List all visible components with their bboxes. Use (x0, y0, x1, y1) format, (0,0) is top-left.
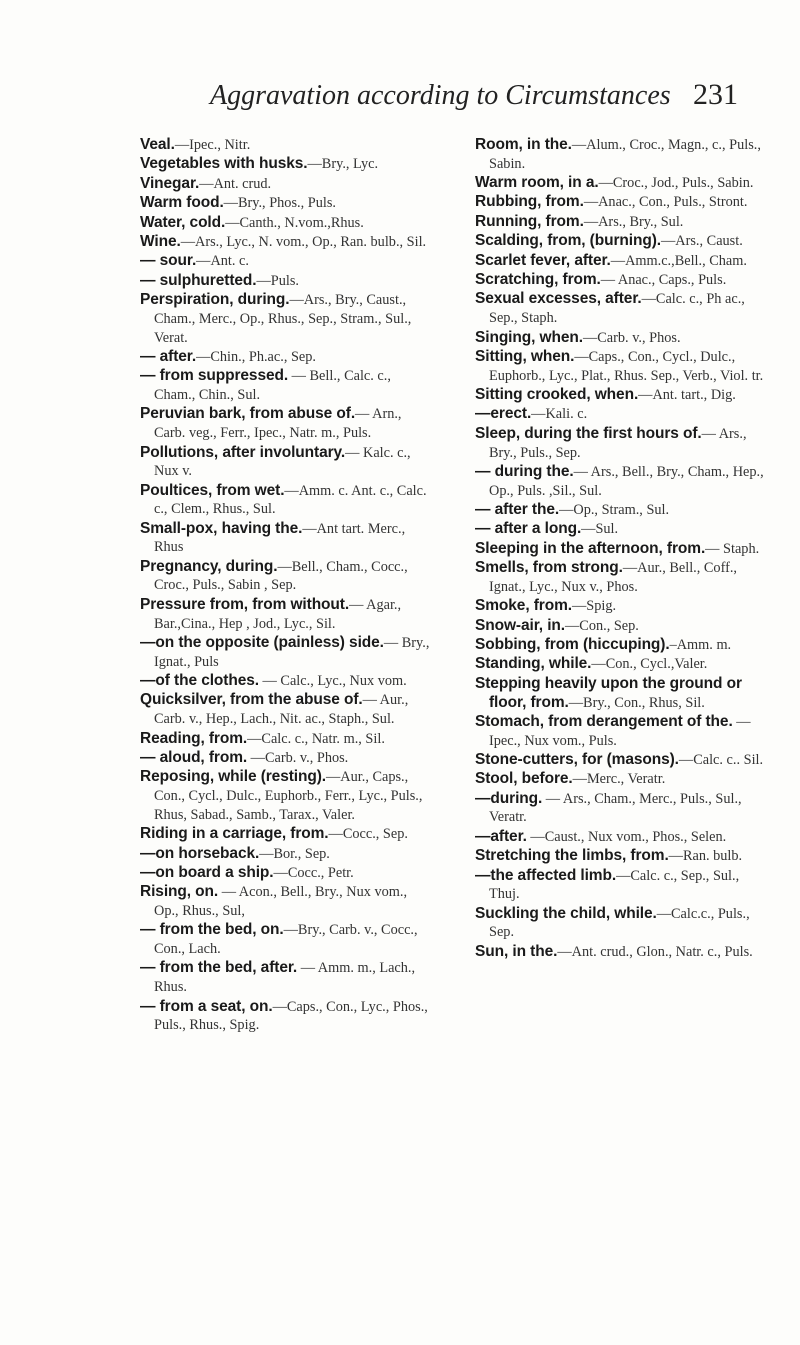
entry-remedies: —Aur., Bell., Coff., Ignat., Lyc., Nux v., Phos. (489, 560, 737, 595)
entry-term: —the affected limb. (475, 866, 617, 884)
entry-term: —after. (475, 827, 527, 845)
entry-remedies: —Caps., Con., Cycl., Dulc., Euphorb., Lyc., Plat., Rhus. Sep., Verb., Viol. tr. (489, 348, 764, 384)
entry-term: Running, from. (475, 212, 584, 230)
index-entry (140, 921, 430, 958)
entry-term: Pollutions, after involuntary. (140, 443, 346, 461)
index-entry (140, 233, 430, 252)
index-entry (140, 825, 430, 844)
entry-term: Rubbing, from. (475, 193, 584, 211)
page-number: 231 (693, 78, 738, 111)
entry-remedies: —Cocc., Petr. (273, 864, 354, 881)
entry-remedies: — Ars., Bell., Bry., Cham., Hep., Op., Puls. ,Sil., Sul. (489, 463, 764, 499)
entry-remedies: —Bry., Phos., Puls. (223, 195, 336, 212)
index-entry (475, 867, 765, 904)
index-entry (475, 520, 765, 539)
index-entry (475, 405, 765, 424)
entry-term: Vinegar. (140, 174, 200, 192)
running-title: Aggravation according to Circumstances (210, 80, 671, 111)
index-entry (140, 348, 430, 367)
index-entry (140, 175, 430, 194)
index-entry (475, 213, 765, 232)
entry-term: Pregnancy, during. (140, 557, 278, 575)
entry-term: Pressure from, from without. (140, 595, 350, 613)
entry-term: Small-pox, having the. (140, 519, 303, 537)
entry-remedies: — Aur., Carb. v., Hep., Lach., Nit. ac., Staph., Sul. (154, 692, 409, 728)
entry-remedies: —Bor., Sep. (259, 845, 330, 862)
index-entry (475, 675, 765, 712)
entry-term: — from the bed, after. (140, 959, 298, 977)
entry-remedies: —Carb. v., Phos. (247, 749, 349, 766)
entry-remedies: —Ars., Bry., Sul. (583, 213, 684, 230)
entry-term: — from the bed, on. (140, 921, 284, 939)
entry-term: Veal. (140, 136, 175, 153)
index-entry (140, 291, 430, 347)
index-entry (475, 597, 765, 616)
entry-remedies: —Calc. c., Ph ac., Sep., Staph. (489, 291, 745, 327)
entry-term: Rising, on. (140, 883, 219, 901)
index-entry (140, 136, 430, 155)
entry-remedies: — Anac., Caps., Puls. (600, 272, 727, 289)
index-entry (475, 348, 765, 385)
entry-term: Sitting crooked, when. (475, 386, 639, 404)
entry-term: Warm food. (140, 194, 224, 212)
entry-term: Standing, while. (475, 655, 592, 673)
entry-term: Sobbing, from (hiccuping). (475, 636, 670, 654)
entry-term: Sleeping in the afternoon, from. (475, 539, 706, 557)
entry-term: Stomach, from derangement of the. (475, 712, 733, 730)
entry-remedies: —Croc., Jod., Puls., Sabin. (598, 175, 754, 192)
index-entry (475, 290, 765, 327)
entry-term: Stepping heavily upon the ground or floor, from. (475, 674, 742, 711)
entry-remedies: —Calc. c.. Sil. (678, 752, 764, 768)
index-entry (140, 845, 430, 864)
index-entry (140, 959, 430, 996)
entry-remedies: —Kali. c. (531, 406, 588, 423)
index-entry (475, 271, 765, 290)
index-entry (475, 713, 765, 750)
index-entry (475, 232, 765, 251)
entry-term: Poultices, from wet. (140, 481, 285, 499)
entry-remedies: — Kalc. c., Nux v. (154, 444, 411, 480)
entry-term: Stone-cutters, for (masons). (475, 751, 679, 768)
entry-remedies: —Calc. c., Sep., Sul., Thuj. (489, 867, 740, 903)
index-entry (140, 883, 430, 920)
entry-term: Peruvian bark, from abuse of. (140, 405, 356, 423)
entry-term: Water, cold. (140, 213, 226, 231)
entry-remedies: —Con., Cycl.,Valer. (591, 656, 708, 673)
index-entry (475, 193, 765, 212)
entry-remedies: — Arn., Carb. veg., Ferr., Ipec., Natr. m., Puls. (154, 406, 402, 442)
entry-term: Wine. (140, 232, 181, 250)
page-header (140, 78, 740, 118)
entry-remedies: —Merc., Veratr. (572, 771, 666, 788)
entry-remedies: —Spig. (572, 598, 617, 615)
entry-remedies: —Cocc., Sep. (328, 826, 408, 843)
entry-remedies: —Alum., Croc., Magn., c., Puls., Sabin. (489, 137, 761, 172)
entry-term: Perspiration, during. (140, 291, 290, 309)
index-entry (140, 749, 430, 768)
entry-remedies: —Ran. bulb. (668, 848, 743, 865)
entry-term: — from a seat, on. (140, 997, 273, 1015)
entry-remedies: —Ars., Lyc., N. vom., Op., Ran. bulb., Sil. (180, 233, 427, 250)
entry-term: Sitting, when. (475, 347, 575, 365)
entry-term: — sour. (140, 252, 197, 270)
entry-term: Scratching, from. (475, 271, 601, 289)
entry-remedies: — Ars., Bry., Puls., Sep. (489, 425, 747, 461)
entry-remedies: —Ant. crud., Glon., Natr. c., Puls. (557, 943, 753, 960)
entry-term: Snow-air, in. (475, 616, 565, 634)
index-entry (140, 194, 430, 213)
index-entry (475, 905, 765, 942)
entry-remedies: —Ars., Caust. (660, 233, 743, 250)
entry-term: —on the opposite (painless) side. (140, 633, 384, 651)
entry-remedies: —Chin., Ph.ac., Sep. (196, 348, 316, 365)
entry-term: Warm room, in a. (475, 174, 599, 192)
index-entry (140, 482, 430, 519)
index-entry (475, 751, 765, 770)
entry-term: — sulphuretted. (140, 271, 257, 289)
index-entry (140, 998, 430, 1035)
entry-term: Singing, when. (475, 328, 583, 346)
entry-remedies: —Ipec., Nitr. (174, 137, 251, 153)
left-column (140, 136, 430, 1036)
entry-remedies: — Amm. m., Lach., Rhus. (154, 960, 416, 996)
index-entry (140, 634, 430, 671)
index-entry (475, 655, 765, 674)
index-entry (475, 540, 765, 559)
index-entry (140, 405, 430, 442)
index-entry (475, 463, 765, 500)
entry-term: —on board a ship. (140, 863, 274, 881)
entry-remedies: —Caps., Con., Lyc., Phos., Puls., Rhus., Spig. (154, 998, 428, 1034)
entry-remedies: —Ant. crud. (199, 175, 272, 192)
index-entry (140, 596, 430, 633)
entry-term: Sexual excesses, after. (475, 290, 642, 308)
entry-remedies: —Amm.c.,Bell., Cham. (610, 252, 747, 269)
index-entry (140, 252, 430, 271)
entry-term: — from suppressed. (140, 367, 289, 385)
entry-remedies: —Calc.c., Puls., Sep. (489, 905, 750, 941)
index-entry (140, 864, 430, 883)
right-column (475, 136, 765, 962)
entry-remedies: —Amm. c. Ant. c., Calc. c., Clem., Rhus., Sul. (154, 482, 427, 518)
entry-remedies: —Ant. c. (196, 253, 249, 270)
index-entry (475, 501, 765, 520)
entry-term: —during. (475, 789, 543, 807)
entry-term: —of the clothes. (140, 672, 259, 690)
entry-term: —on horseback. (140, 844, 260, 862)
index-entry (140, 367, 430, 404)
entry-remedies: —Con., Sep. (565, 617, 639, 634)
entry-remedies: —Op., Stram., Sul. (559, 501, 670, 518)
entry-remedies: —Ant tart. Merc., Rhus (154, 520, 406, 556)
index-entry (140, 444, 430, 481)
entry-remedies: — Ars., Cham., Merc., Puls., Sul., Veratr. (489, 790, 742, 826)
entry-remedies: —Carb. v., Phos. (582, 329, 681, 346)
entry-term: Quicksilver, from the abuse of. (140, 691, 363, 709)
entry-term: — during the. (475, 462, 574, 480)
index-entry (140, 272, 430, 291)
index-entry (140, 558, 430, 595)
index-entry (475, 174, 765, 193)
entry-remedies: —Bry., Lyc. (307, 156, 379, 173)
entry-remedies: —Ars., Bry., Caust., Cham., Merc., Op., Rhus., Sep., Stram., Sul., Verat. (154, 292, 412, 346)
index-entry (475, 559, 765, 596)
index-entry (140, 520, 430, 557)
entry-remedies: — Staph. (705, 540, 760, 557)
index-entry (140, 214, 430, 233)
entry-remedies: –Amm. m. (669, 637, 732, 654)
entry-term: — after the. (475, 500, 560, 518)
index-entry (475, 386, 765, 405)
index-entry (140, 672, 430, 691)
index-entry (475, 847, 765, 866)
entry-term: Room, in the. (475, 136, 572, 153)
index-entry (475, 790, 765, 827)
index-entry (475, 828, 765, 847)
entry-remedies: —Calc. c., Natr. m., Sil. (247, 730, 385, 747)
entry-remedies: — Agar., Bar.,Cina., Hep , Jod., Lyc., Sil. (154, 596, 402, 632)
entry-remedies: —Bry., Carb. v., Cocc., Con., Lach. (154, 922, 418, 958)
entry-remedies: —Caust., Nux vom., Phos., Selen. (526, 828, 727, 845)
entry-remedies: —Puls. (256, 272, 299, 289)
entry-remedies: — Acon., Bell., Bry., Nux vom., Op., Rhus., Sul, (154, 884, 408, 919)
entry-term: Sleep, during the first hours of. (475, 424, 702, 442)
entry-term: Reading, from. (140, 729, 248, 747)
entry-remedies: —Anac., Con., Puls., Stront. (583, 194, 748, 211)
entry-term: Stretching the limbs, from. (475, 847, 669, 865)
index-entry (140, 155, 430, 174)
entry-term: Riding in a carriage, from. (140, 825, 329, 843)
entry-term: Sun, in the. (475, 942, 558, 960)
index-entry (475, 252, 765, 271)
index-entry (140, 691, 430, 728)
index-entry (475, 329, 765, 348)
index-entry (475, 425, 765, 462)
entry-remedies: —Bry., Con., Rhus, Sil. (568, 694, 705, 711)
entry-term: —erect. (475, 405, 532, 423)
entry-remedies: —Ant. tart., Dig. (638, 387, 736, 404)
entry-term: Suckling the child, while. (475, 904, 657, 922)
entry-term: Smoke, from. (475, 597, 572, 615)
entry-term: — after. (140, 347, 197, 365)
entry-term: Smells, from strong. (475, 559, 623, 577)
entry-term: Scarlet fever, after. (475, 251, 611, 269)
entry-remedies: —Canth., N.vom.,Rhus. (225, 214, 364, 231)
entry-term: Scalding, from, (burning). (475, 232, 661, 250)
index-entry (475, 136, 765, 173)
index-entry (475, 617, 765, 636)
entry-remedies: —Aur., Caps., Con., Cycl., Dulc., Euphorb., Ferr., Lyc., Puls., Rhus, Sabad., Samb., Tarax., Valer. (154, 769, 423, 823)
entry-remedies: — Bry., Ignat., Puls (154, 634, 430, 670)
index-entry (475, 943, 765, 962)
index-entry (140, 768, 430, 824)
entry-term: Reposing, while (resting). (140, 768, 326, 786)
entry-remedies: — Calc., Lyc., Nux vom. (258, 673, 407, 690)
entry-remedies: —Bell., Cham., Cocc., Croc., Puls., Sabin , Sep. (154, 558, 408, 594)
entry-remedies: —Sul. (581, 521, 619, 538)
index-entry (475, 636, 765, 655)
entry-remedies: —Ipec., Nux vom., Puls. (489, 713, 751, 749)
entry-term: — after a long. (475, 520, 582, 538)
entry-remedies: — Bell., Calc. c., Cham., Chin., Sul. (154, 368, 391, 404)
index-entry (475, 770, 765, 789)
entry-term: — aloud, from. (140, 748, 248, 766)
entry-term: Stool, before. (475, 770, 573, 788)
entry-term: Vegetables with husks. (140, 155, 308, 173)
index-entry (140, 730, 430, 749)
